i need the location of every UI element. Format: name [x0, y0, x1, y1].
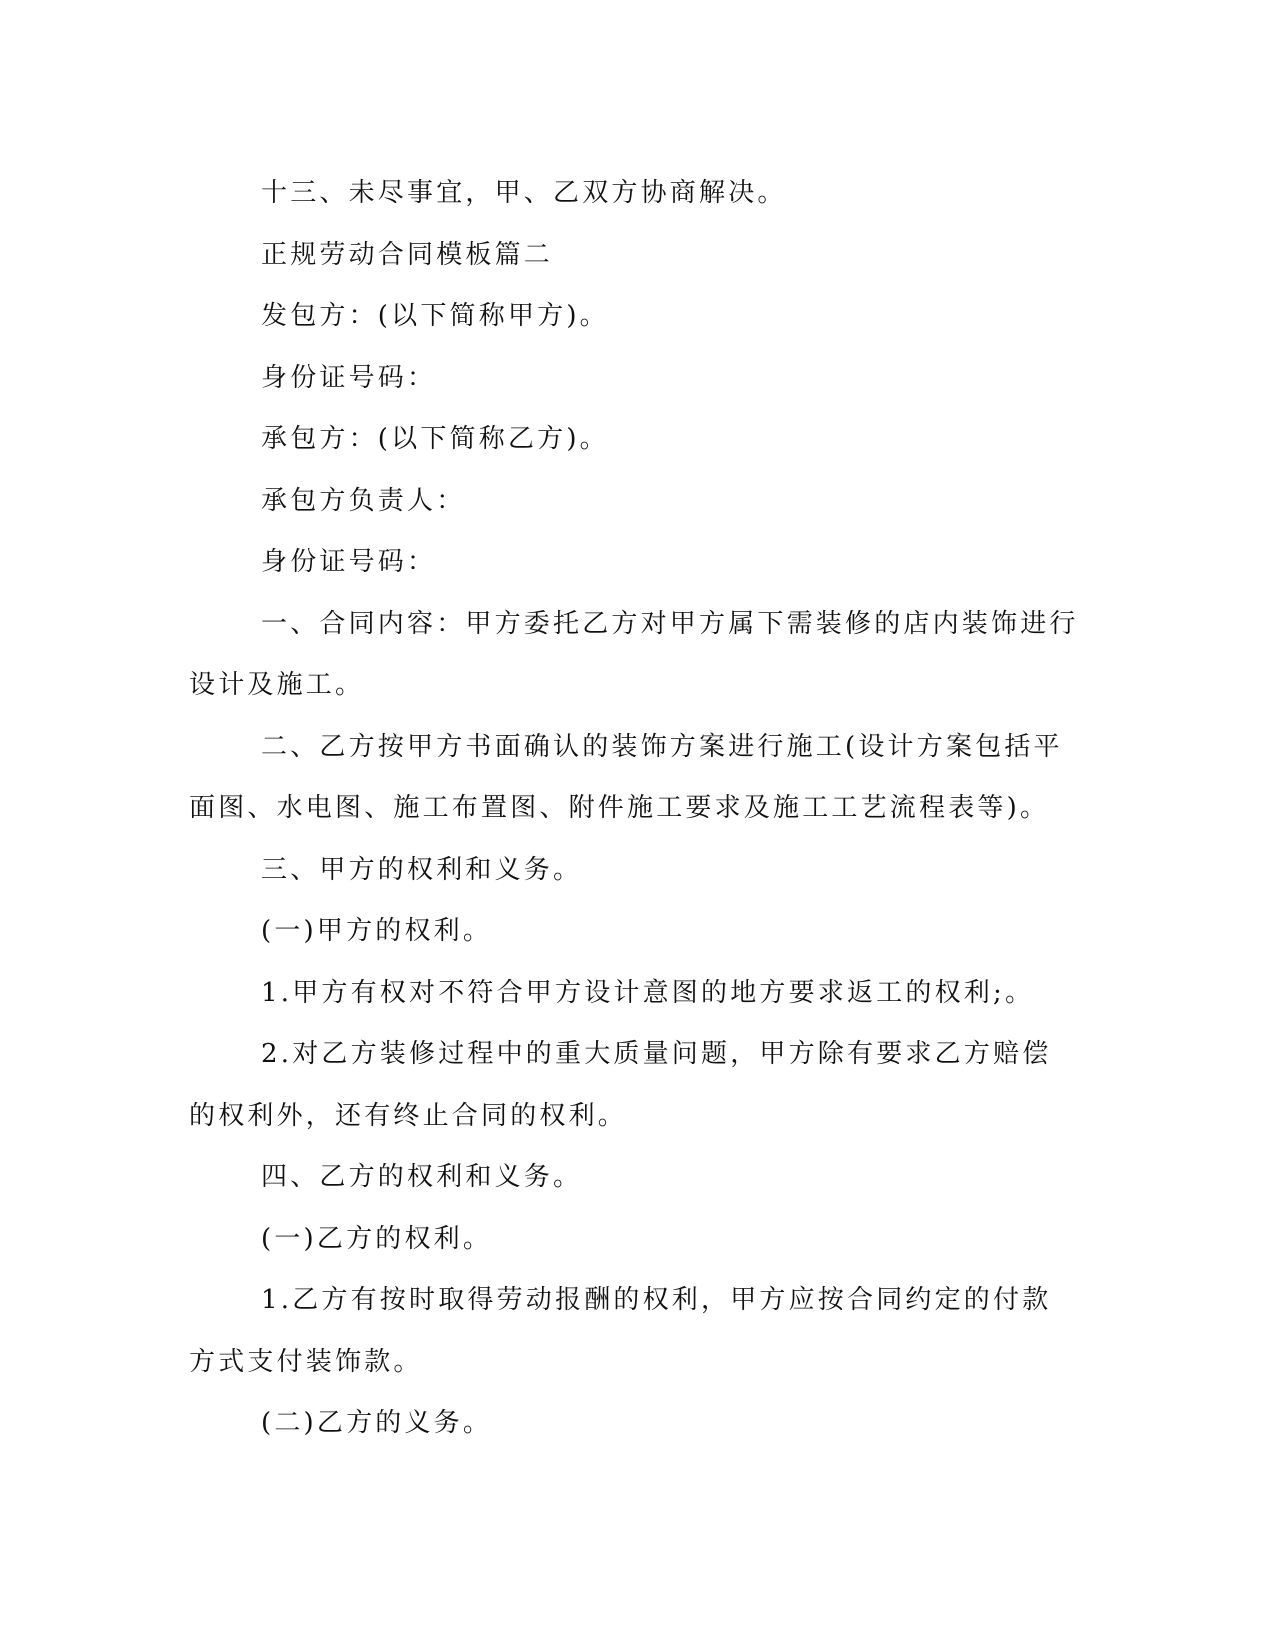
- contractor-id-number-line: 身份证号码：: [261, 547, 437, 577]
- clause-4-1-heading: (一)乙方的权利。: [261, 1223, 493, 1254]
- clause-3-1-item-2: 2.对乙方装修过程中的重大质量问题，甲方除有要求乙方赔偿的权利外，还有终止合同的权利。: [189, 1039, 1052, 1131]
- clause-2-construction-plan: 二、乙方按甲方书面确认的装饰方案进行施工(设计方案包括平面图、水电图、施工布置图、附件施工要求及施工工艺流程表等)。: [189, 731, 1063, 823]
- clause-3-1-item-1: 1.甲方有权对不符合甲方设计意图的地方要求返工的权利;。: [261, 977, 1035, 1008]
- contractor-manager-line: 承包方负责人：: [261, 485, 466, 516]
- contractor-issuer-line: 发包方：(以下简称甲方)。: [261, 301, 609, 331]
- section-title: 正规劳动合同模板篇二: [261, 239, 554, 270]
- paragraph-item-13: 十三、未尽事宜，甲、乙双方协商解决。: [261, 178, 787, 208]
- document-body: [189, 163, 1079, 1455]
- clause-4-2-heading: (二)乙方的义务。: [261, 1408, 493, 1438]
- clause-3-1-heading: (一)甲方的权利。: [261, 916, 493, 946]
- issuer-id-number-line: 身份证号码：: [261, 362, 437, 393]
- clause-1-contract-content: 一、合同内容：甲方委托乙方对甲方属下需装修的店内装饰进行设计及施工。: [189, 608, 1079, 700]
- contractor-line: 承包方：(以下简称乙方)。: [261, 424, 609, 454]
- clause-4-1-item-1: 1.乙方有按时取得劳动报酬的权利，甲方应按合同约定的付款方式支付装饰款。: [189, 1285, 1052, 1377]
- clause-3-heading: 三、甲方的权利和义务。: [261, 854, 583, 885]
- clause-4-heading: 四、乙方的权利和义务。: [261, 1162, 583, 1192]
